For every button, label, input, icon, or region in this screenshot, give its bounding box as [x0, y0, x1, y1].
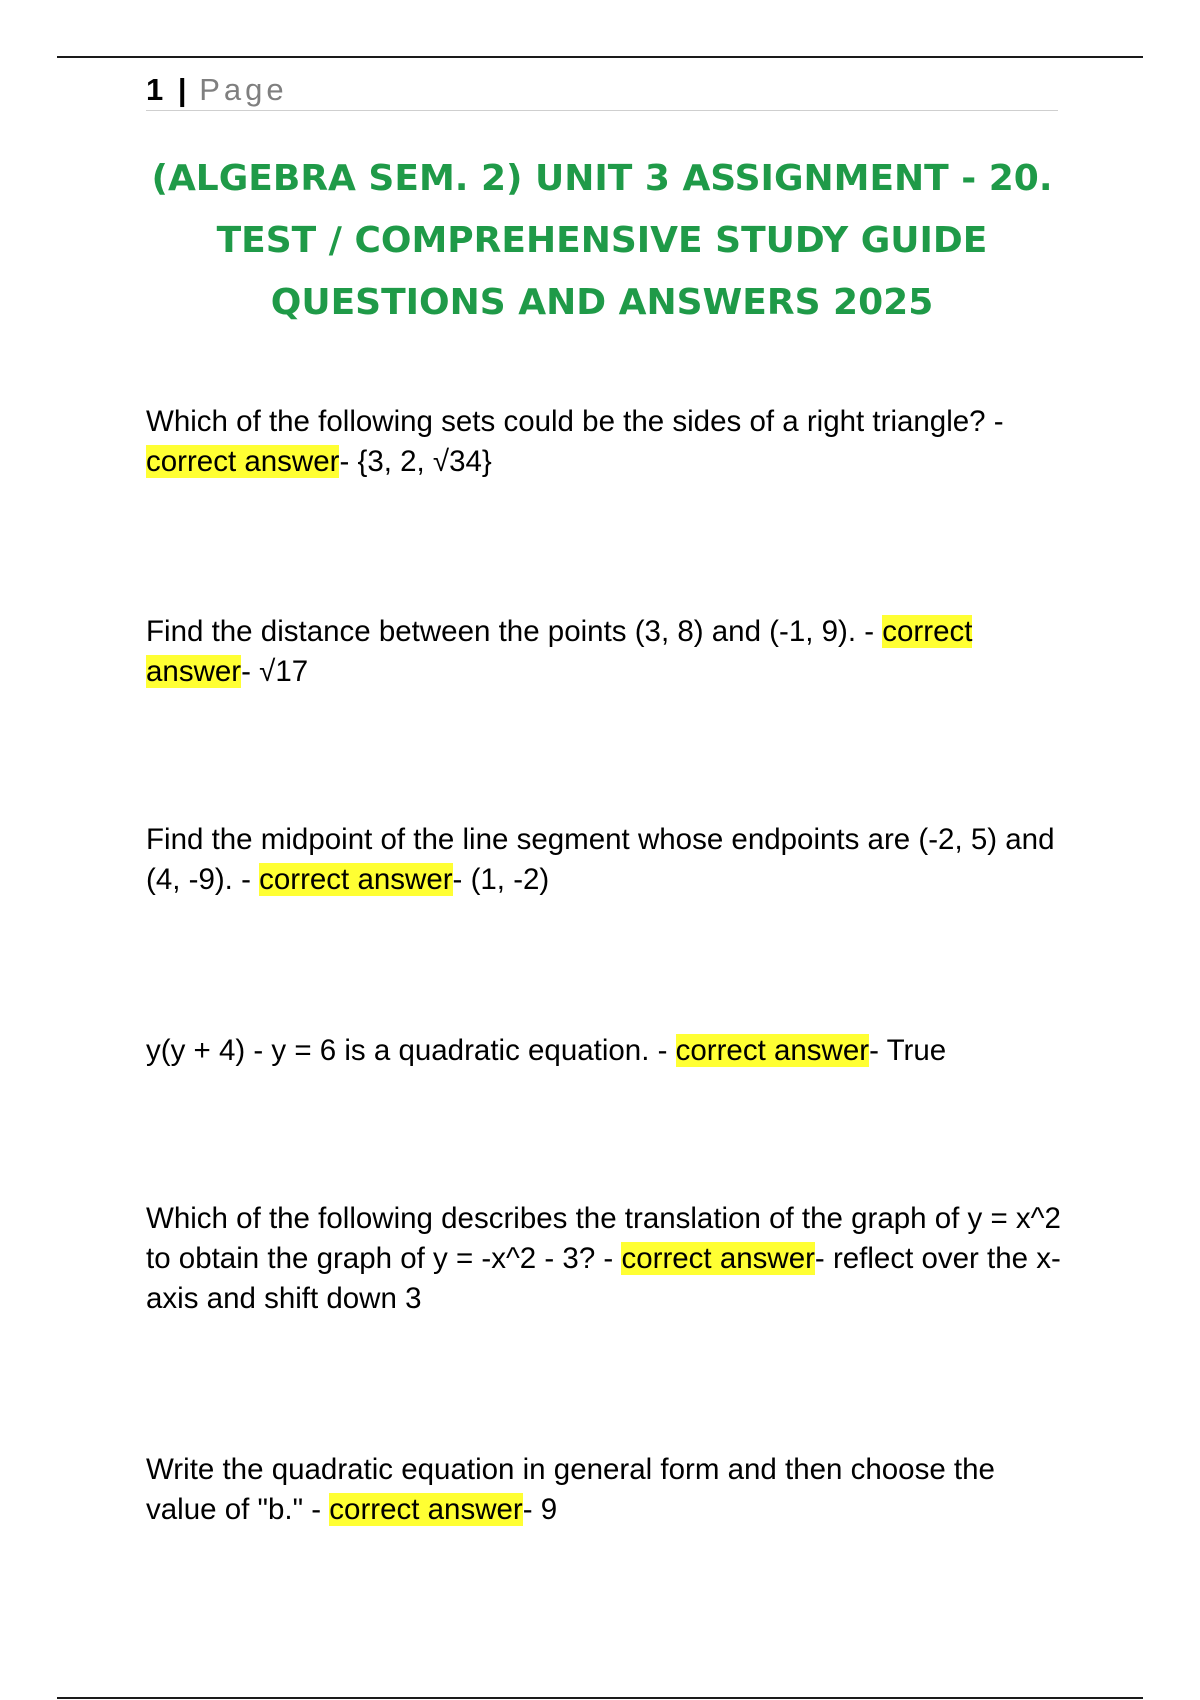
- qa-item: [146, 612, 1066, 692]
- page-label: Page: [199, 72, 288, 107]
- question-text: Which of the following sets could be the sides of a right triangle? -: [146, 405, 1004, 438]
- qa-item: [146, 1450, 1066, 1530]
- qa-item: [146, 1199, 1066, 1319]
- top-rule: [57, 56, 1143, 58]
- answer-text: - {3, 2, √34}: [339, 445, 492, 478]
- answer-text: - (1, -2): [452, 863, 550, 896]
- question-text: Find the midpoint of the line segment whose endpoints are (-2, 5) and (4, -9). -: [146, 823, 1055, 896]
- answer-highlight: correct answer: [675, 1034, 870, 1067]
- header-separator: |: [177, 72, 187, 107]
- question-text: Write the quadratic equation in general form and then choose the value of "b." -: [146, 1453, 995, 1526]
- question-text: Which of the following describes the translation of the graph of y = x^2 to obtain the graph of y = -x^2 - 3? -: [146, 1202, 1061, 1275]
- page-header: [146, 70, 1058, 111]
- answer-highlight: correct answer: [621, 1242, 815, 1275]
- answer-text: - √17: [241, 655, 309, 688]
- answer-highlight: correct answer: [146, 615, 973, 688]
- question-text: Find the distance between the points (3, 8) and (-1, 9). -: [146, 615, 883, 648]
- qa-item: [146, 1031, 1066, 1071]
- qa-item: [146, 402, 1066, 482]
- answer-text: - reflect over the x-axis and shift down 3: [146, 1242, 1061, 1315]
- question-text: y(y + 4) - y = 6 is a quadratic equation. -: [146, 1034, 676, 1067]
- answer-highlight: correct answer: [259, 863, 453, 896]
- answer-highlight: correct answer: [329, 1493, 523, 1526]
- answer-text: - True: [869, 1034, 947, 1067]
- document-title: (ALGEBRA SEM. 2) UNIT 3 ASSIGNMENT - 20. TEST / COMPREHENSIVE STUDY GUIDE QUESTIONS AND ANSWERS 2025: [151, 158, 1053, 323]
- answer-highlight: correct answer: [146, 445, 340, 478]
- page-number: 1: [146, 72, 164, 107]
- bottom-rule: [57, 1697, 1143, 1699]
- qa-item: [146, 820, 1066, 900]
- answer-text: - 9: [522, 1493, 558, 1526]
